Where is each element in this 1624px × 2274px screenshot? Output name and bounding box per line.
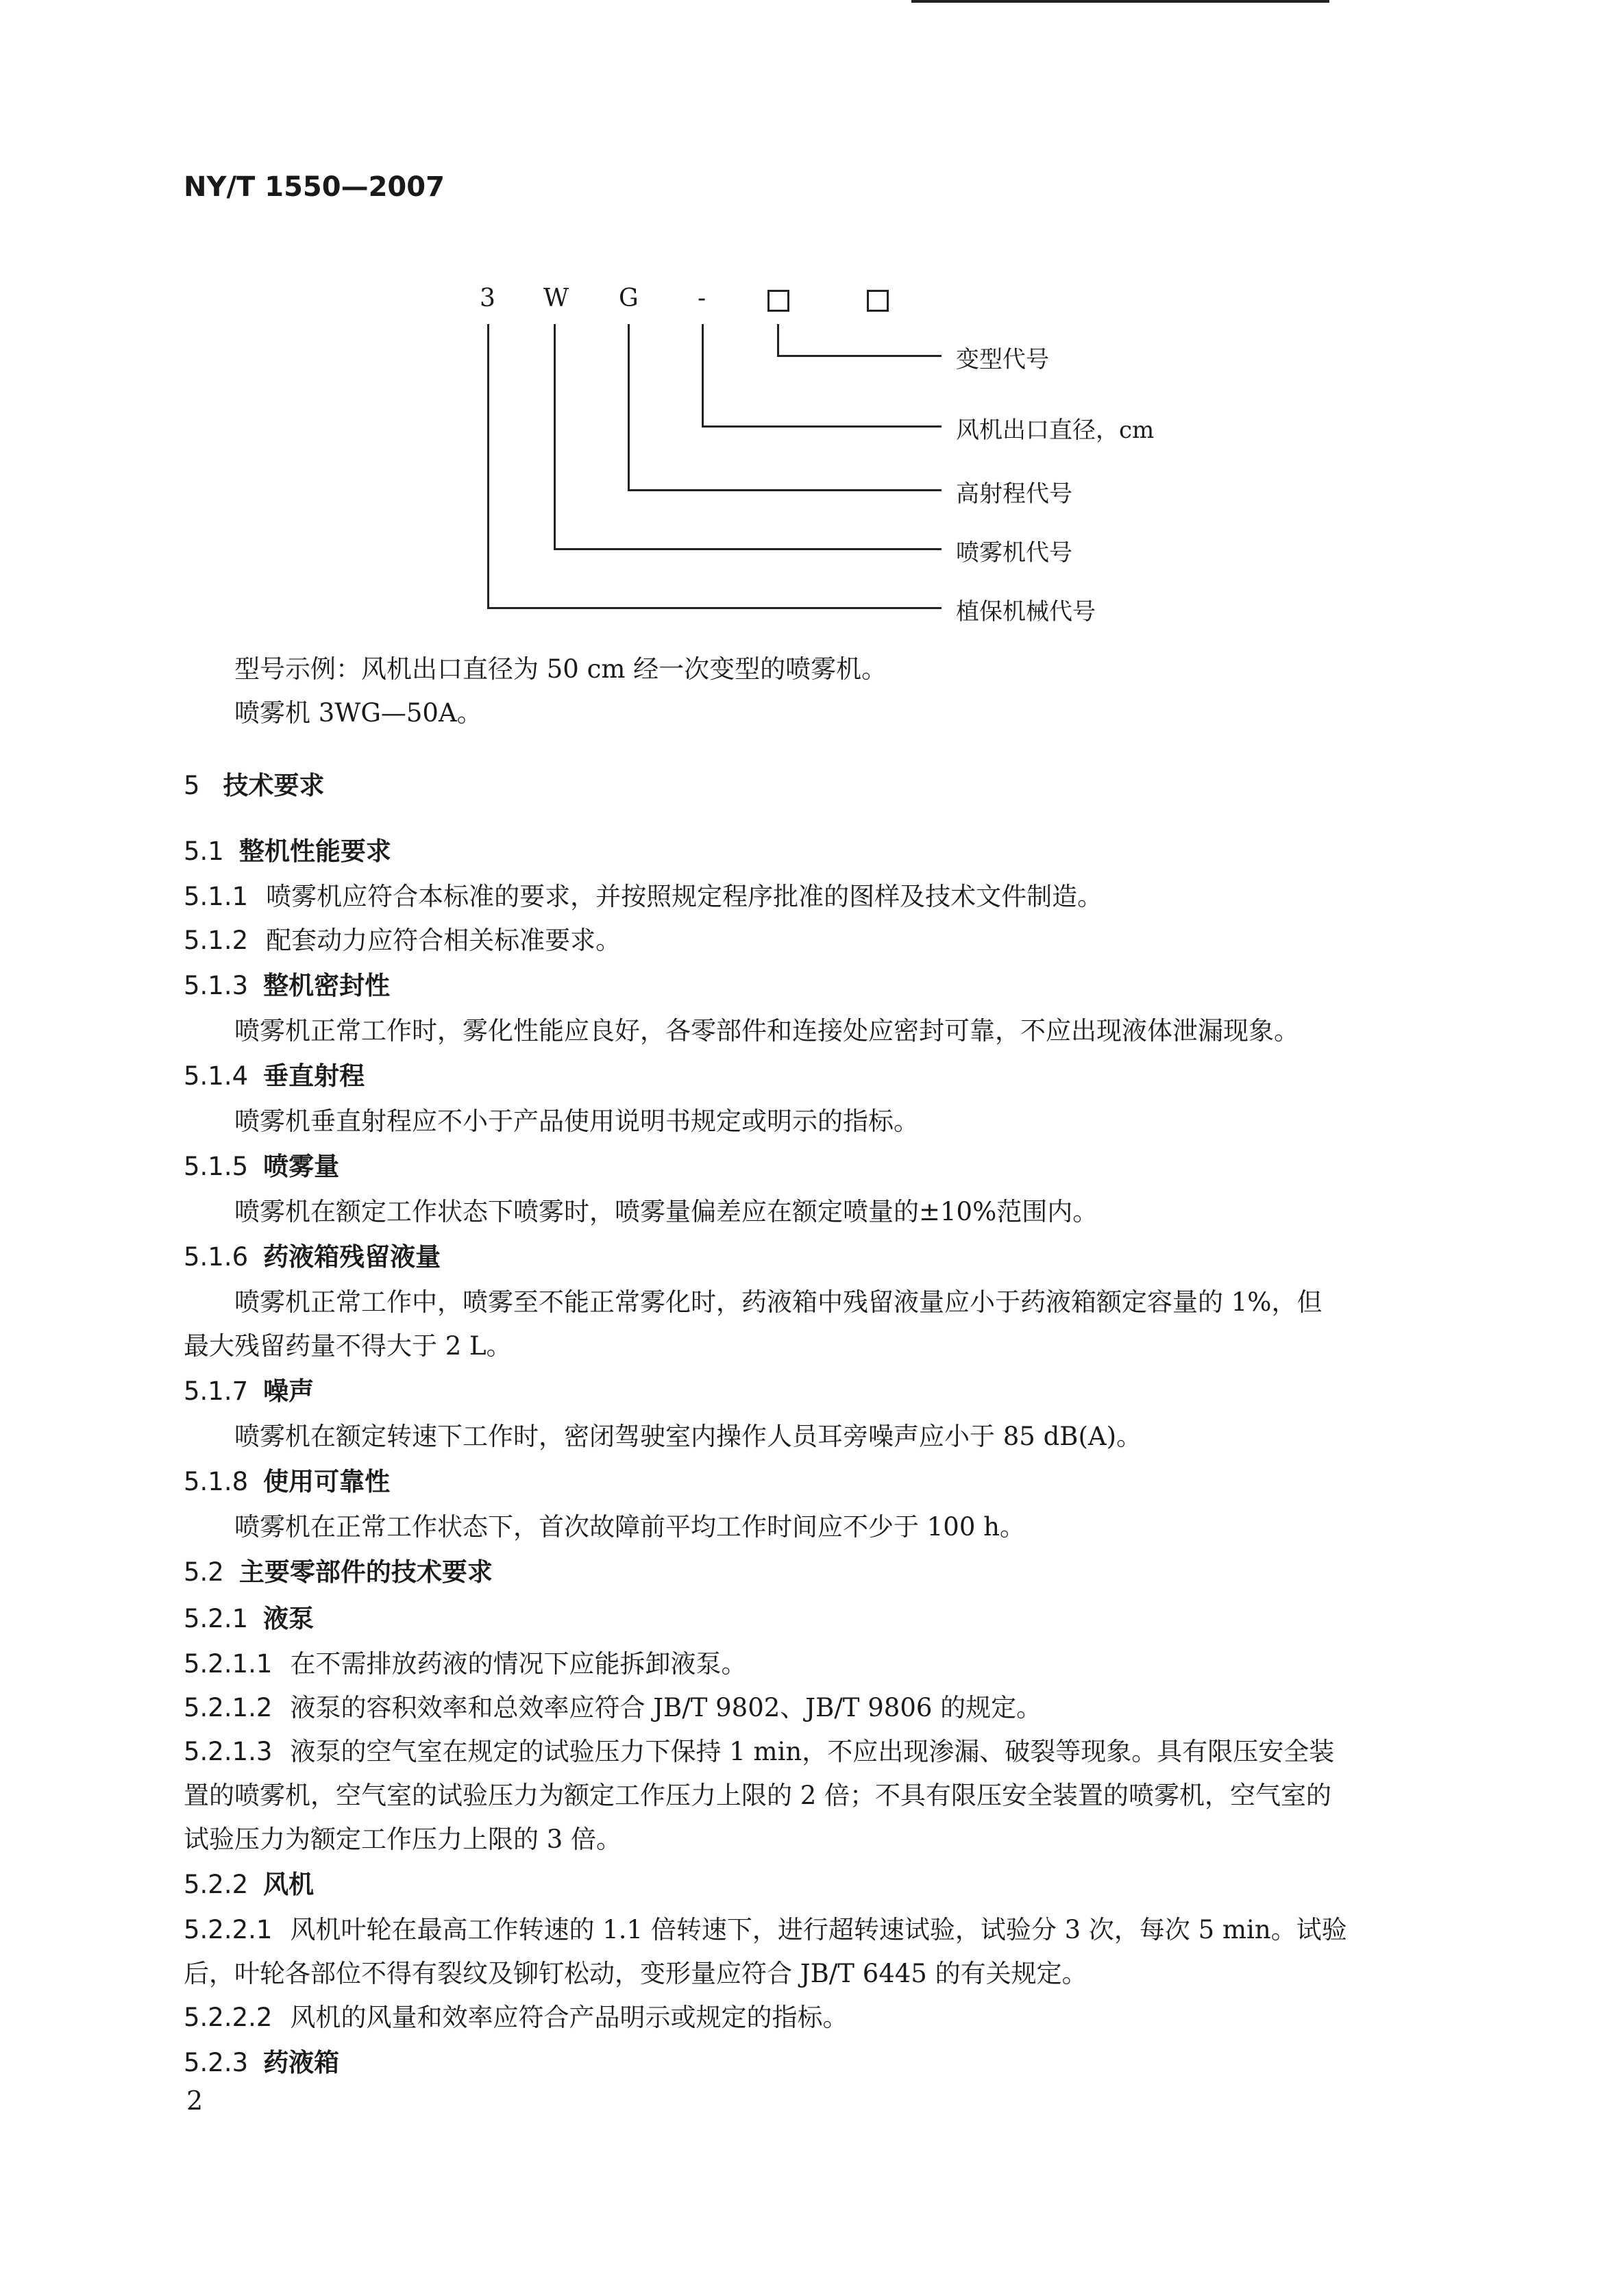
clause-5-1-3-heading: 5.1.3 整机密封性 (184, 971, 391, 1000)
code-box-variant (867, 290, 889, 312)
top-rule (911, 0, 1329, 3)
clause-5-1-6-heading: 5.1.6 药液箱残留液量 (184, 1242, 441, 1272)
clause-5-1-5-heading: 5.1.5 喷雾量 (184, 1152, 340, 1181)
stem-w (554, 324, 556, 550)
code-box-diameter (767, 290, 789, 312)
clause-5-2-1-2: 5.2.1.2 液泵的容积效率和总效率应符合 JB/T 9802、JB/T 9806 的规定。 (184, 1693, 1042, 1722)
page-number: 2 (186, 2086, 204, 2116)
clause-5-1-4-text: 喷雾机垂直射程应不小于产品使用说明书规定或明示的指标。 (234, 1107, 919, 1136)
clause-5-1-4-heading: 5.1.4 垂直射程 (184, 1061, 365, 1091)
leader-machinery (487, 607, 942, 609)
model-code-diagram (466, 271, 1220, 634)
model-example: 型号示例：风机出口直径为 50 cm 经一次变型的喷雾机。 (234, 654, 887, 684)
leader-sprayer (554, 548, 942, 550)
clause-5-2-1-3-cont-1: 置的喷雾机，空气室的试验压力为额定工作压力上限的 2 倍；不具有限压安全装置的喷雾机，空气室的 (184, 1781, 1332, 1810)
label-plant-protection-code: 植保机械代号 (956, 598, 1096, 626)
stem-3 (487, 324, 489, 609)
clause-5-1-2: 5.1.2 配套动力应符合相关标准要求。 (184, 926, 622, 955)
code-char-w: W (543, 284, 569, 312)
clause-5-2-1-3: 5.2.1.3 液泵的空气室在规定的试验压力下保持 1 min，不应出现渗漏、破裂等现象。具有限压安全装 (184, 1737, 1335, 1766)
leader-variant (777, 355, 942, 357)
stem-dash (702, 324, 704, 428)
clause-5-1-5-text: 喷雾机在额定工作状态下喷雾时，喷雾量偏差应在额定喷量的±10%范围内。 (234, 1197, 1098, 1226)
standard-code: NY/T 1550—2007 (184, 171, 445, 203)
clause-5-1-6-text-cont: 最大残留药量不得大于 2 L。 (184, 1331, 512, 1361)
clause-5-1-8-text: 喷雾机在正常工作状态下，首次故障前平均工作时间应不少于 100 h。 (234, 1512, 1025, 1542)
code-char-g: G (619, 284, 639, 312)
section-5-heading: 5 技术要求 (184, 771, 325, 800)
code-char-3: 3 (480, 284, 495, 312)
code-char-dash: - (698, 284, 706, 312)
stem-box (777, 324, 779, 357)
clause-5-2-1-1: 5.2.1.1 在不需排放药液的情况下应能拆卸液泵。 (184, 1649, 747, 1679)
leader-diameter (702, 425, 942, 428)
label-variant-code: 变型代号 (956, 346, 1049, 373)
leader-range (628, 489, 942, 491)
clause-5-2-2-1: 5.2.2.1 风机叶轮在最高工作转速的 1.1 倍转速下，进行超转速试验，试验分 3 次，每次 5 min。试验 (184, 1915, 1347, 1944)
clause-5-1-7-heading: 5.1.7 噪声 (184, 1376, 315, 1406)
clause-5-1-8-heading: 5.1.8 使用可靠性 (184, 1467, 391, 1496)
clause-5-1-7-text: 喷雾机在额定转速下工作时，密闭驾驶室内操作人员耳旁噪声应小于 85 dB(A)。 (234, 1422, 1142, 1451)
clause-5-1-6-text: 喷雾机正常工作中，喷雾至不能正常雾化时，药液箱中残留液量应小于药液箱额定容量的 1%，但 (234, 1287, 1322, 1317)
clause-5-2-2-heading: 5.2.2 风机 (184, 1870, 315, 1899)
clause-5-2-3-heading: 5.2.3 药液箱 (184, 2048, 340, 2077)
clause-5-2-1-3-cont-2: 试验压力为额定工作压力上限的 3 倍。 (184, 1825, 622, 1854)
section-5-2-heading: 5.2 主要零部件的技术要求 (184, 1557, 493, 1587)
stem-g (628, 324, 630, 491)
label-fan-diameter: 风机出口直径，cm (956, 417, 1155, 444)
clause-5-1-3-text: 喷雾机正常工作时，雾化性能应良好，各零部件和连接处应密封可靠，不应出现液体泄漏现象。 (234, 1016, 1299, 1046)
clause-5-1-1: 5.1.1 喷雾机应符合本标准的要求，并按照规定程序批准的图样及技术文件制造。 (184, 882, 1103, 911)
document-body (184, 647, 1451, 2086)
section-5-1-heading: 5.1 整机性能要求 (184, 837, 391, 866)
clause-5-2-1-heading: 5.2.1 液泵 (184, 1604, 315, 1633)
clause-5-2-2-1-cont: 后，叶轮各部位不得有裂纹及铆钉松动，变形量应符合 JB/T 6445 的有关规定。 (184, 1959, 1087, 1988)
label-sprayer-code: 喷雾机代号 (956, 539, 1072, 567)
label-high-range-code: 高射程代号 (956, 480, 1072, 508)
model-example-code: 喷雾机 3WG—50A。 (234, 698, 482, 728)
clause-5-2-2-2: 5.2.2.2 风机的风量和效率应符合产品明示或规定的指标。 (184, 2003, 848, 2032)
